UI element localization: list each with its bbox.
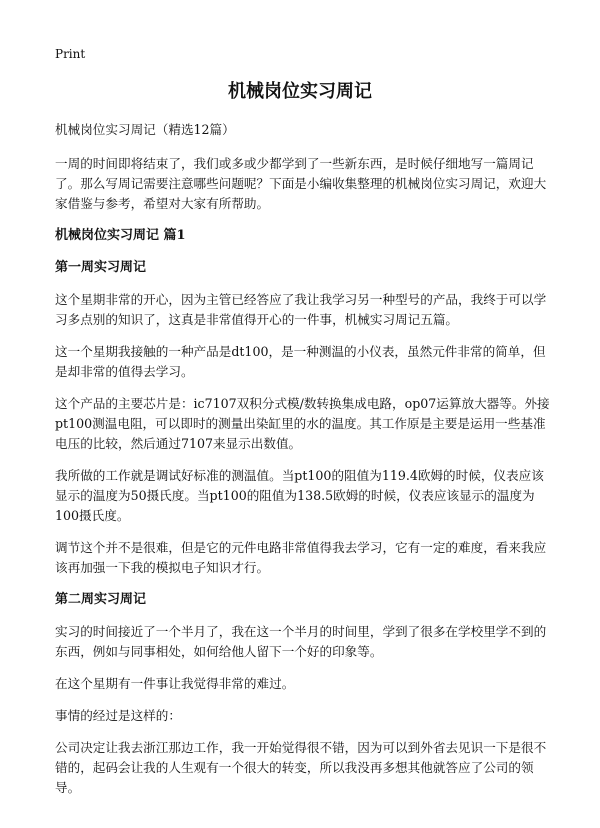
article-subtitle: 机械岗位实习周记（精选12篇）: [55, 122, 235, 137]
week1-paragraph: 这个产品的主要芯片是：ic7107双积分式模/数转换集成电路，op07运算放大器等。外接pt100测温电阻，可以即时的测量出染缸里的水的温度。其工作原是主要是运用一些基准电压的比较，然后通过7107来显示出数值。: [55, 396, 550, 451]
section-heading: 机械岗位实习周记 篇1: [55, 228, 186, 243]
page-title: 机械岗位实习周记: [228, 81, 372, 102]
article-body: [55, 120, 550, 810]
week1-heading: 第一周实习周记: [55, 260, 147, 275]
week2-paragraph: 事情的经过是这样的：: [55, 708, 181, 723]
week2-paragraph: 在这个星期有一件事让我觉得非常的难过。: [55, 676, 295, 691]
week2-paragraph: 实习的时间接近了一个半月了，我在这一个半月的时间里，学到了很多在学校里学不到的东西，例如与同事相处，如何给他人留下一个好的印象等。: [55, 624, 547, 659]
week2-heading: 第二周实习周记: [55, 592, 147, 607]
week1-paragraph: 这个星期非常的开心，因为主管已经答应了我让我学习另一种型号的产品，我终于可以学习多点别的知识了，这真是非常值得开心的一件事，机械实习周记五篇。: [55, 292, 547, 327]
week1-paragraph: 我所做的工作就是调试好标准的测温值。当pt100的阻值为119.4欧姆的时候，仪表应该显示的温度为50摄氏度。当pt100的阻值为138.5欧姆的时候，仪表应该显示的温度为100摄氏度。: [55, 468, 544, 523]
week1-paragraph: 调节这个并不是很难，但是它的元件电路非常值得我去学习，它有一定的难度，看来我应该再加强一下我的模拟电子知识才行。: [55, 540, 547, 575]
intro-paragraph: 一周的时间即将结束了，我们或多或少都学到了一些新东西，是时候仔细地写一篇周记了。那么写周记需要注意哪些问题呢？下面是小编收集整理的机械岗位实习周记，欢迎大家借鉴与参考，希望对大家有所帮助。: [55, 156, 547, 211]
print-link[interactable]: Print: [55, 47, 86, 61]
week2-paragraph: 公司决定让我去浙江那边工作，我一开始觉得很不错，因为可以到外省去见识一下是很不错的，起码会让我的人生观有一个很大的转变，所以我没再多想其他就答应了公司的领导。: [55, 740, 547, 795]
week1-paragraph: 这一个星期我接触的一种产品是dt100，是一种测温的小仪表，虽然元件非常的简单，但是却非常的值得去学习。: [55, 344, 546, 379]
